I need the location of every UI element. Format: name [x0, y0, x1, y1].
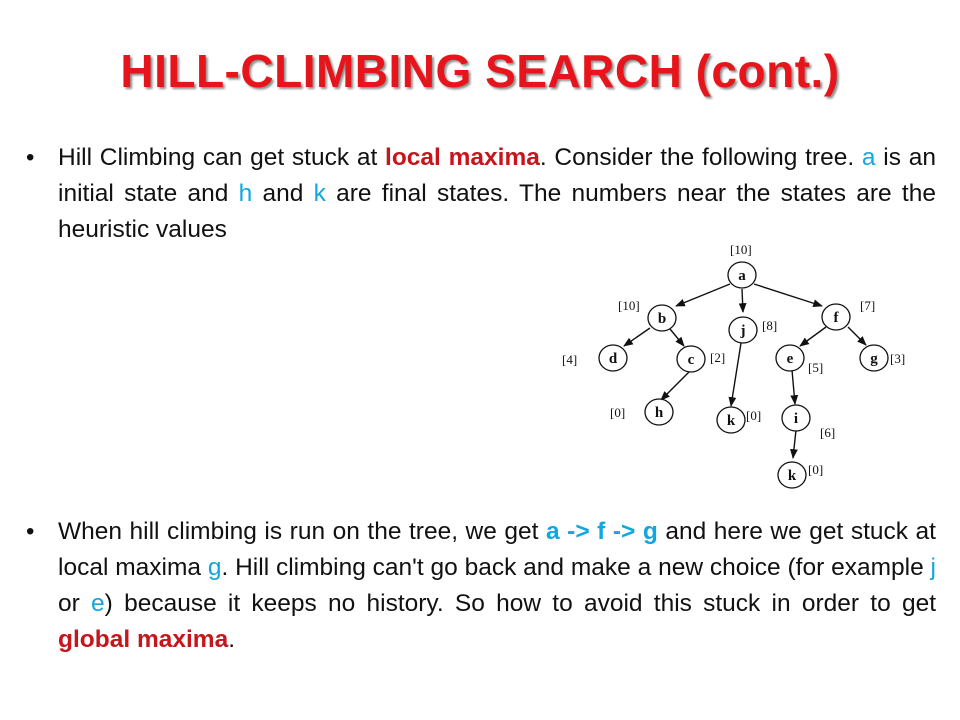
search-tree-diagram: [550, 232, 930, 502]
heuristic-g: [3]: [890, 351, 906, 366]
node-d-label: d: [608, 351, 618, 367]
edge-j-k1: [731, 343, 741, 406]
node-i-label: i: [793, 411, 799, 427]
heuristic-h: [0]: [610, 405, 626, 420]
text-run: and: [252, 180, 314, 207]
edge-c-h: [661, 371, 690, 400]
text-run: or: [58, 590, 92, 617]
state-h-ref: h: [238, 180, 253, 207]
heuristic-j: [8]: [762, 318, 778, 333]
state-a-ref: a: [861, 144, 876, 171]
term-global-maxima: global maxima: [58, 626, 229, 653]
text-run: . Consider the following tree.: [539, 144, 862, 171]
node-a-label: a: [738, 268, 746, 284]
text-run: ) because it keeps no history. So how to avoid this stuck in order to get: [104, 590, 936, 617]
node-f-label: f: [833, 310, 839, 326]
edge-a-f: [754, 284, 822, 306]
heuristic-i: [6]: [820, 425, 836, 440]
node-g-label: g: [870, 351, 878, 367]
bullet-stuck-explanation: [58, 514, 936, 658]
node-c-label: c: [687, 352, 695, 368]
node-j-label: j: [740, 323, 746, 339]
text-run: .: [228, 626, 236, 653]
edge-e-i: [792, 370, 795, 404]
heuristic-f: [7]: [860, 298, 876, 313]
edge-i-k2: [793, 430, 796, 458]
state-e-ref: e: [91, 590, 105, 617]
node-b-label: b: [657, 311, 667, 327]
heuristic-d: [4]: [562, 352, 578, 367]
heuristic-k2: [0]: [808, 462, 824, 477]
node-h-label: h: [654, 405, 664, 421]
state-k-ref: k: [313, 180, 326, 207]
text-run: is an initial state and: [58, 144, 936, 207]
path-a-f-g: a -> f -> g: [546, 518, 658, 545]
text-run: When hill climbing is run on the tree, we get: [58, 518, 547, 545]
edge-f-g: [848, 327, 866, 345]
edge-a-b: [676, 284, 730, 306]
heuristic-e: [5]: [808, 360, 824, 375]
term-local-maxima: local maxima: [385, 144, 540, 171]
state-g-ref: g: [207, 554, 222, 581]
node-k2-label: k: [787, 468, 797, 484]
heuristic-c: [2]: [710, 350, 726, 365]
edge-b-d: [624, 328, 650, 346]
edge-a-j: [742, 289, 743, 312]
edge-b-c: [670, 329, 684, 346]
text-run: Hill Climbing can get stuck at: [58, 144, 386, 171]
text-run: . Hill climbing can't go back and make a new choice (for example: [221, 554, 931, 581]
slide-title: HILL-CLIMBING SEARCH (cont.): [120, 45, 840, 97]
edge-f-e: [800, 327, 826, 346]
text-run: and here we get stuck at local maxima: [58, 518, 936, 581]
node-e-label: e: [786, 351, 794, 367]
text-run: are final states. The numbers near the states are the heuristic values: [58, 180, 936, 243]
node-k1-label: k: [726, 413, 736, 429]
heuristic-b: [10]: [618, 298, 640, 313]
heuristic-k1: [0]: [746, 408, 762, 423]
state-j-ref: j: [930, 554, 936, 581]
heuristic-a: [10]: [730, 242, 752, 257]
